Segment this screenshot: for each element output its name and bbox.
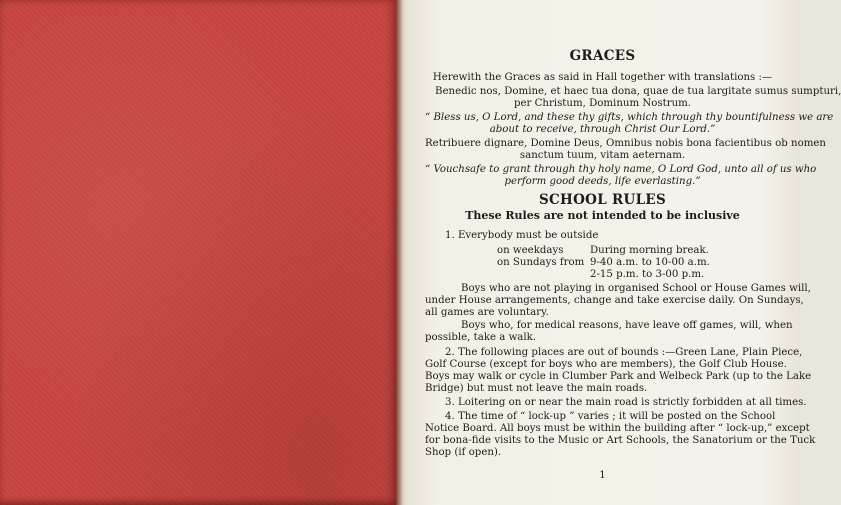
- sundays-time-morning: 9-40 a.m. to 10-00 a.m.: [590, 257, 710, 268]
- weekdays-label: on weekdays: [497, 245, 564, 256]
- school-rules-title: SCHOOL RULES: [538, 192, 667, 208]
- translation-2-line-1: “ Vouchsafe to grant through thy holy name, O Lord God, unto all of us who: [425, 164, 817, 175]
- medical-paragraph-line-2: possible, take a walk.: [425, 332, 537, 343]
- rule-4-line-4: Shop (if open).: [425, 447, 502, 458]
- sundays-time-afternoon: 2-15 p.m. to 3-00 p.m.: [590, 269, 705, 280]
- rule-2-line-3: Boys may walk or cycle in Clumber Park and Welbeck Park (up to the Lake: [425, 371, 812, 382]
- red-cover: [0, 0, 398, 505]
- graces-intro: Herewith the Graces as said in Hall together with translations :—: [432, 72, 773, 83]
- weekdays-time: During morning break.: [590, 245, 709, 256]
- latin-grace-2-line-1: Retribuere dignare, Domine Deus, Omnibus nobis bona facientibus ob nomen: [425, 138, 826, 149]
- latin-grace-2-line-2: sanctum tuum, vitam aeternam.: [519, 150, 686, 161]
- translation-1-line-1: “ Bless us, O Lord, and these thy gifts, which through thy bountifulness we are: [425, 112, 834, 123]
- rule-2-line-2: Golf Course (except for boys who are members), the Golf Club House.: [425, 359, 787, 370]
- sundays-label: on Sundays from: [497, 257, 585, 268]
- games-paragraph-line-3: all games are voluntary.: [425, 307, 549, 318]
- games-paragraph-line-2: under House arrangements, change and take exercise daily. On Sundays,: [425, 295, 804, 306]
- rule-2-line-4: Bridge) but must not leave the main roads.: [425, 383, 648, 394]
- latin-grace-1-line-1: Benedic nos, Domine, et haec tua dona, quae de tua largitate sumus sumpturi,: [435, 86, 841, 97]
- rule-2-line-1: 2. The following places are out of bounds :—Green Lane, Plain Piece,: [445, 347, 803, 358]
- latin-grace-1-line-2: per Christum, Dominum Nostrum.: [513, 98, 692, 109]
- school-rules-subtitle: These Rules are not intended to be inclusive: [465, 209, 740, 222]
- page-number: 1: [599, 470, 606, 481]
- right-page: [405, 0, 841, 505]
- translation-2-line-2: perform good deeds, life everlasting.”: [504, 176, 701, 187]
- rule-4-line-1: 4. The time of “ lock-up ” varies ; it will be posted on the School: [445, 411, 776, 422]
- rule-1-heading: 1. Everybody must be outside: [445, 230, 599, 241]
- translation-1-line-2: about to receive, through Christ Our Lord.”: [489, 124, 716, 135]
- rule-3-line-1: 3. Loitering on or near the main road is strictly forbidden at all times.: [445, 397, 807, 408]
- graces-title: GRACES: [569, 48, 636, 64]
- games-paragraph-line-1: Boys who are not playing in organised School or House Games will,: [461, 283, 811, 294]
- rule-4-line-2: Notice Board. All boys must be within the building after “ lock-up,” except: [425, 423, 810, 434]
- medical-paragraph-line-1: Boys who, for medical reasons, have leave off games, will, when: [461, 320, 793, 331]
- rule-4-line-3: for bona-fide visits to the Music or Art Schools, the Sanatorium or the Tuck: [425, 435, 816, 446]
